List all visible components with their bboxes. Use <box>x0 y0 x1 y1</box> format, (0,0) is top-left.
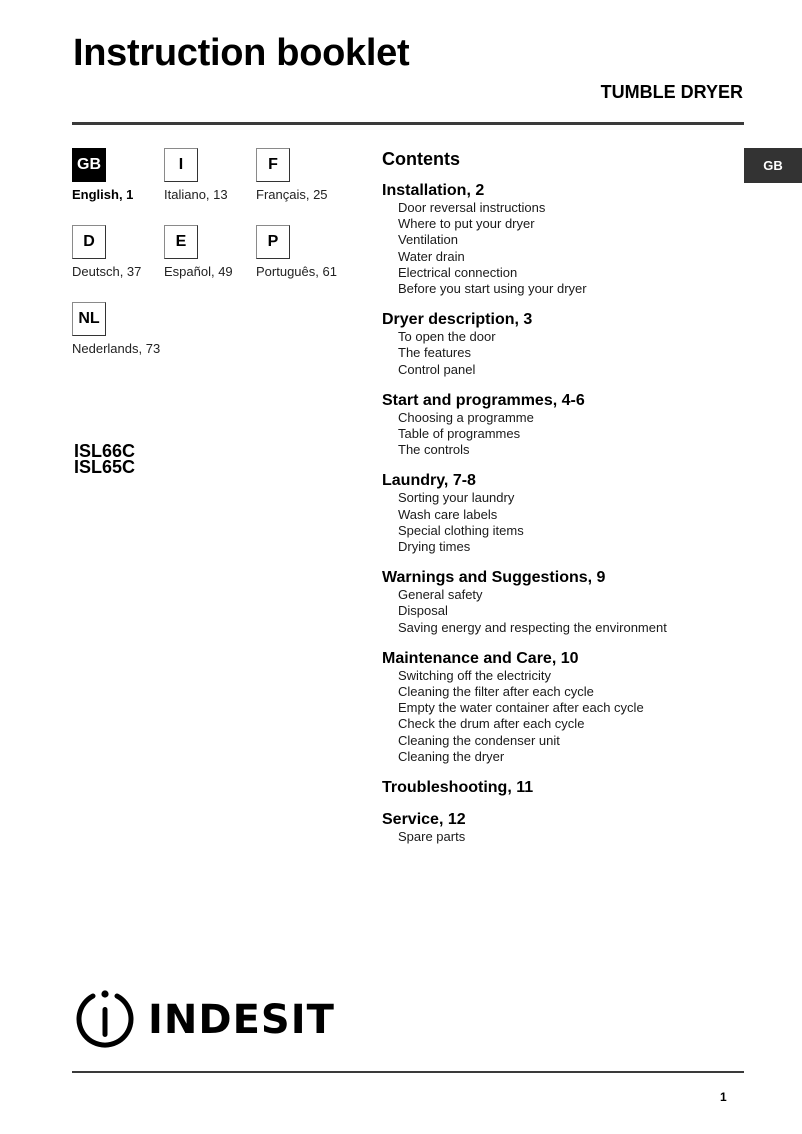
language-label: Français, 25 <box>256 187 328 202</box>
toc-subitem[interactable]: Check the drum after each cycle <box>398 716 585 732</box>
toc-subitem[interactable]: Drying times <box>398 539 471 555</box>
toc-section-heading[interactable]: Installation, 2 <box>382 182 485 199</box>
language-code-box: P <box>256 225 290 259</box>
toc-section-heading[interactable]: Troubleshooting, 11 <box>382 779 534 797</box>
toc-section-heading[interactable]: Maintenance and Care, 10 <box>382 649 579 667</box>
language-item-p[interactable] <box>256 225 356 280</box>
toc-subitem[interactable]: General safety <box>398 587 483 603</box>
toc-subitem[interactable]: Empty the water container after each cycle <box>398 700 644 716</box>
toc-subitem[interactable]: Special clothing items <box>398 522 524 538</box>
toc-subitems <box>382 329 742 378</box>
language-label: English, 1 <box>72 187 134 202</box>
table-of-contents <box>382 148 742 859</box>
toc-subitem[interactable]: Before you start using your dryer <box>398 281 587 297</box>
toc-subitems <box>382 490 742 555</box>
document-title: Instruction booklet <box>73 32 410 74</box>
toc-section-warnings <box>382 569 742 636</box>
toc-subitems <box>382 587 742 636</box>
toc-subitem[interactable]: Ventilation <box>398 232 458 248</box>
toc-subitem[interactable]: Disposal <box>398 603 448 619</box>
toc-section-maintenance <box>382 650 742 765</box>
language-item-f[interactable] <box>256 148 356 203</box>
language-code-box: F <box>256 148 290 182</box>
language-label: Nederlands, 73 <box>72 341 161 356</box>
toc-section-troubleshooting <box>382 779 742 797</box>
toc-subitems <box>382 200 742 297</box>
document-subtitle: TUMBLE DRYER <box>600 82 743 102</box>
toc-subitem[interactable]: Wash care labels <box>398 506 498 522</box>
model-number: ISL65C <box>74 457 136 477</box>
indesit-power-i-logo-icon <box>74 989 136 1051</box>
toc-subitem[interactable]: Sorting your laundry <box>398 490 515 506</box>
toc-subitem[interactable]: Spare parts <box>398 829 466 845</box>
toc-subitem[interactable]: Electrical connection <box>398 264 518 280</box>
footer-divider <box>72 1071 744 1073</box>
toc-section-start-and-programmes <box>382 392 742 459</box>
model-numbers <box>74 443 135 475</box>
language-label: Español, 49 <box>164 264 233 279</box>
toc-subitem[interactable]: Cleaning the dryer <box>398 748 505 764</box>
toc-subitems <box>382 668 742 765</box>
toc-subitem[interactable]: Choosing a programme <box>398 409 534 425</box>
brand-name: INDESIT <box>148 997 335 1043</box>
toc-subitem[interactable]: Door reversal instructions <box>398 200 546 215</box>
toc-subitems <box>382 410 742 459</box>
language-code-box: GB <box>72 148 106 182</box>
language-item-nl[interactable] <box>72 302 172 357</box>
toc-subitem[interactable]: Water drain <box>398 248 465 264</box>
toc-section-heading[interactable]: Dryer description, 3 <box>382 311 533 329</box>
toc-section-service <box>382 811 742 845</box>
toc-subitem[interactable]: The features <box>398 345 471 361</box>
toc-section-dryer-description <box>382 311 742 378</box>
language-item-e[interactable] <box>164 225 264 280</box>
language-code-box: I <box>164 148 198 182</box>
toc-subitem[interactable]: Table of programmes <box>398 426 521 442</box>
brand-logo <box>74 989 335 1051</box>
toc-subitems <box>382 829 742 845</box>
toc-subitem[interactable]: Where to put your dryer <box>398 216 535 232</box>
language-code-box: D <box>72 225 106 259</box>
language-label: Deutsch, 37 <box>72 264 142 279</box>
toc-subitem[interactable]: Control panel <box>398 361 476 377</box>
language-item-gb[interactable] <box>72 148 172 203</box>
toc-section-heading[interactable]: Start and programmes, 4-6 <box>382 391 585 409</box>
toc-section-heading[interactable]: Warnings and Suggestions, 9 <box>382 569 606 587</box>
toc-section-heading[interactable]: Laundry, 7-8 <box>382 472 476 490</box>
toc-section-installation <box>382 182 742 297</box>
language-code-box: NL <box>72 302 106 336</box>
toc-subitem[interactable]: Cleaning the filter after each cycle <box>398 684 594 700</box>
language-item-d[interactable] <box>72 225 172 280</box>
toc-subitem[interactable]: Switching off the electricity <box>398 667 551 683</box>
header-divider <box>72 122 744 125</box>
language-label: Português, 61 <box>256 264 337 279</box>
toc-subitem[interactable]: To open the door <box>398 329 496 345</box>
model-number: ISL66C <box>74 441 136 461</box>
toc-subitem[interactable]: Cleaning the condenser unit <box>398 732 560 748</box>
toc-section-laundry <box>382 472 742 555</box>
toc-subitem[interactable]: Saving energy and respecting the environment <box>398 619 667 635</box>
page-number: 1 <box>720 1090 727 1104</box>
language-code-box: E <box>164 225 198 259</box>
toc-subitem[interactable]: The controls <box>398 442 470 458</box>
language-side-tab: GB <box>744 148 802 183</box>
toc-section-heading[interactable]: Service, 12 <box>382 811 466 829</box>
contents-title: Contents <box>382 149 460 169</box>
language-label: Italiano, 13 <box>164 187 228 202</box>
language-item-i[interactable] <box>164 148 264 203</box>
